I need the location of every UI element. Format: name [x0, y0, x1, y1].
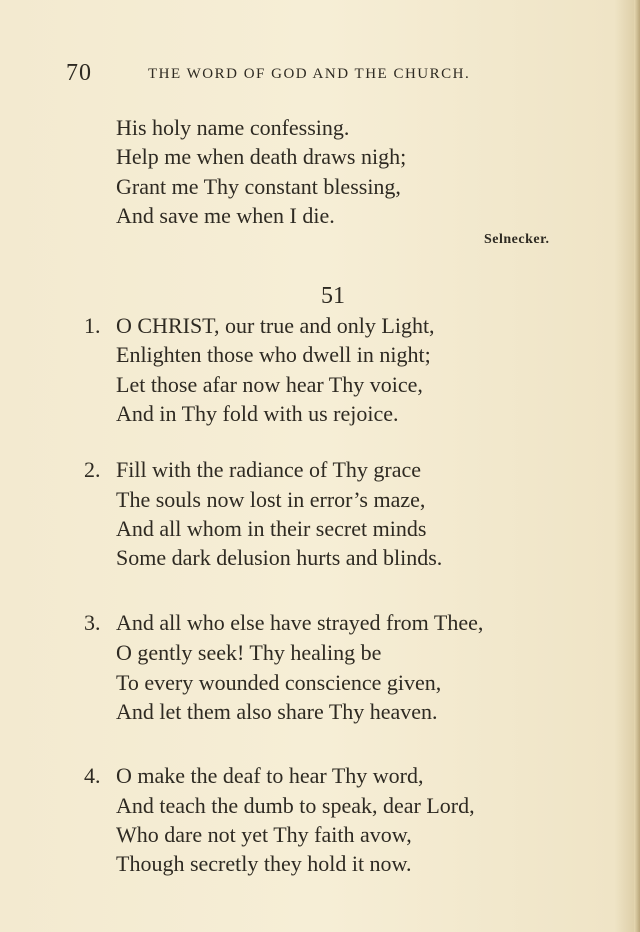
- previous-hymn-line: His holy name confessing.: [116, 115, 350, 140]
- verse-line: Let those afar now hear Thy voice,: [116, 372, 423, 397]
- verse-line: And all who else have strayed from Thee,: [116, 610, 484, 635]
- hymn-number: 51: [321, 283, 345, 309]
- verse-line: O gently seek! Thy healing be: [116, 640, 382, 665]
- verse-line: The souls now lost in error’s maze,: [116, 487, 426, 512]
- verse-number: 3.: [84, 610, 101, 635]
- verse-line: And let them also share Thy heaven.: [116, 699, 438, 724]
- verse-line: Fill with the radiance of Thy grace: [116, 457, 422, 482]
- verse-line: To every wounded conscience given,: [116, 670, 442, 695]
- verse-line: Who dare not yet Thy faith avow,: [116, 822, 412, 847]
- running-head: THE WORD OF GOD AND THE CHURCH.: [148, 66, 471, 82]
- verse-line: O make the deaf to hear Thy word,: [116, 763, 424, 788]
- verse-line: Some dark delusion hurts and blinds.: [116, 545, 443, 570]
- verse-line: And all whom in their secret minds: [116, 516, 427, 541]
- author-attribution: Selnecker.: [484, 232, 550, 247]
- verse-number: 2.: [84, 457, 101, 482]
- previous-hymn-line: And save me when I die.: [116, 203, 335, 228]
- verse-number: 4.: [84, 763, 101, 788]
- verse-line: Though secretly they hold it now.: [116, 851, 412, 876]
- verse-line: And teach the dumb to speak, dear Lord,: [116, 793, 475, 818]
- verse-number: 1.: [84, 313, 101, 338]
- previous-hymn-line: Help me when death draws nigh;: [116, 144, 407, 169]
- verse-line: Enlighten those who dwell in night;: [116, 342, 431, 367]
- previous-hymn-line: Grant me Thy constant blessing,: [116, 174, 401, 199]
- verse-line: And in Thy fold with us rejoice.: [116, 401, 399, 426]
- page-header: [66, 60, 536, 90]
- page-edge-shadow: [634, 0, 640, 932]
- verse-line: O CHRIST, our true and only Light,: [116, 313, 435, 338]
- page-number: 70: [66, 60, 92, 86]
